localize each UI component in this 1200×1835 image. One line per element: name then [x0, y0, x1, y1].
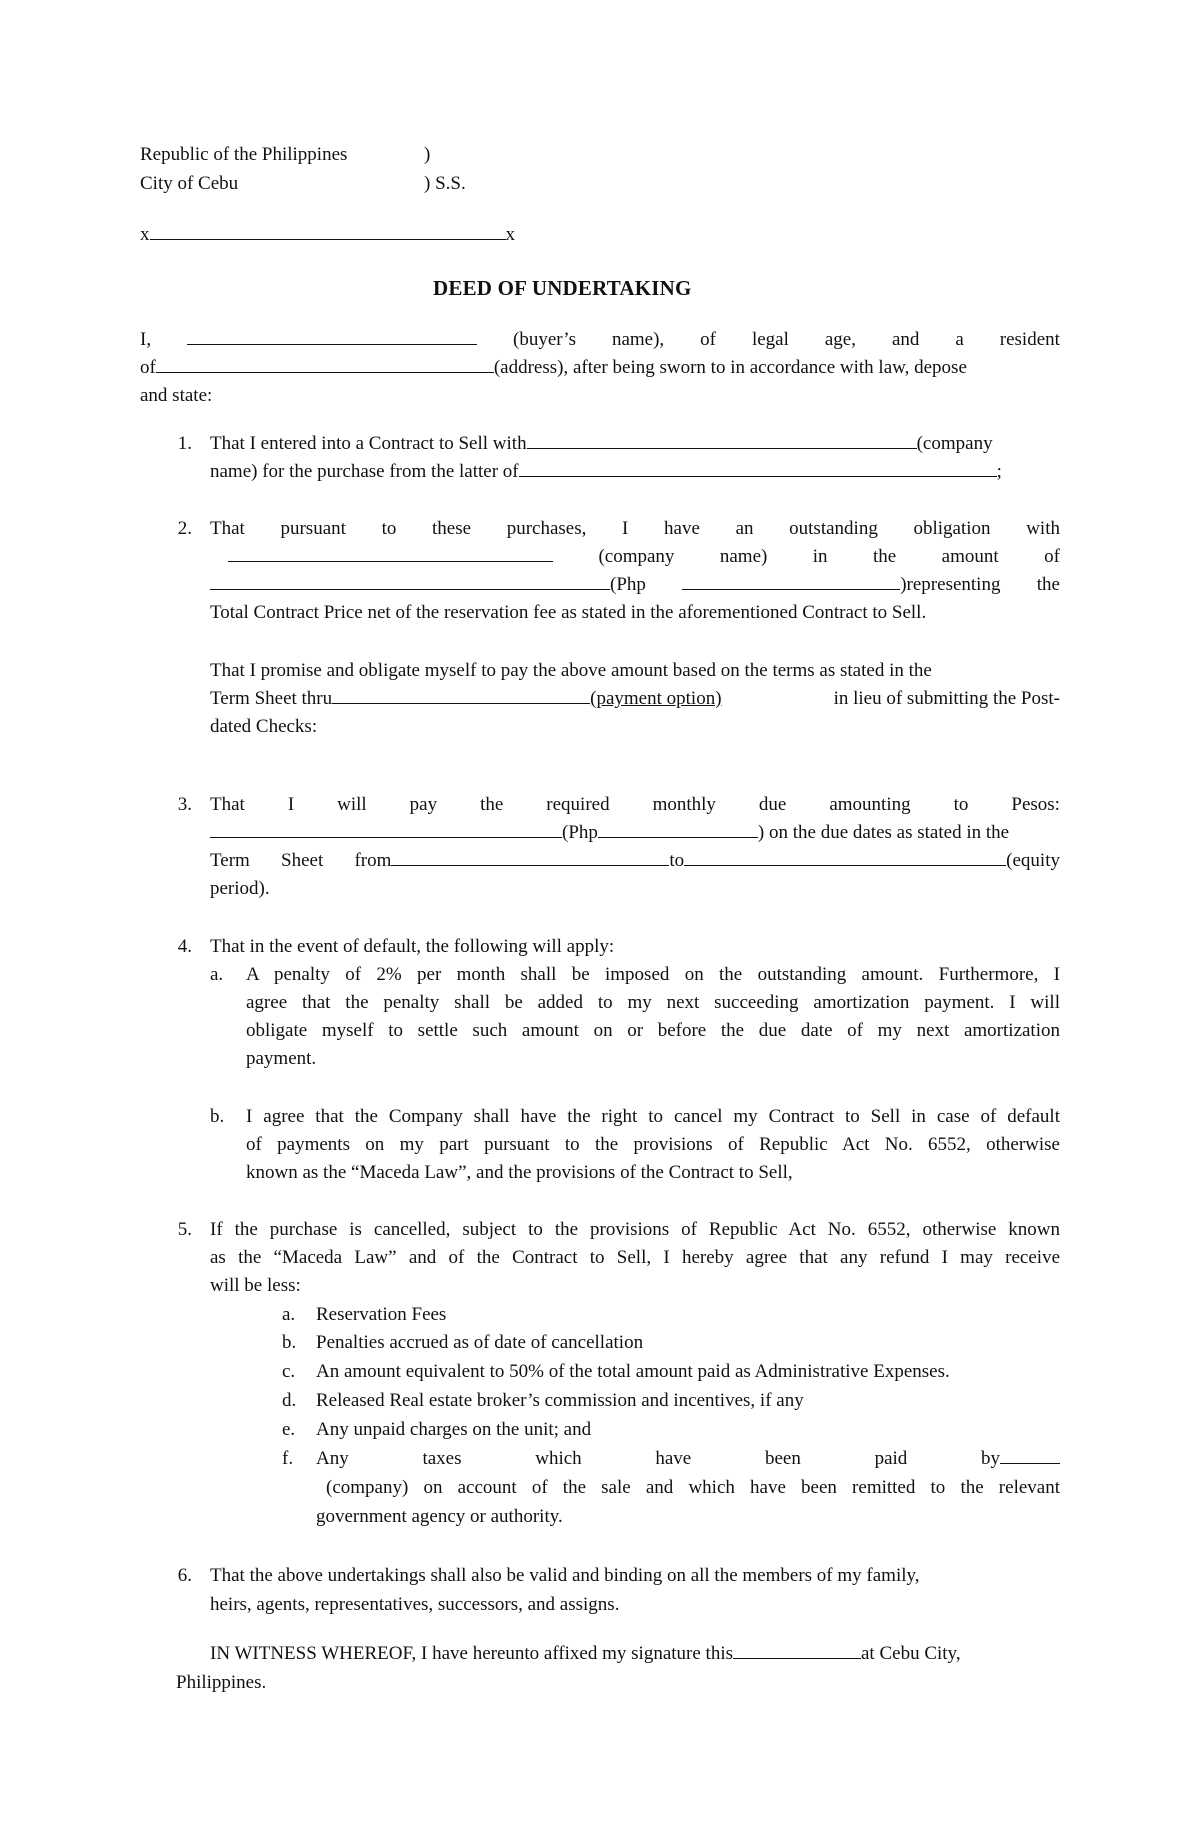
- buyer-name-blank[interactable]: [187, 326, 477, 345]
- item-3-line-4: period).: [210, 878, 270, 899]
- sub-item-f-line-3: government agency or authority.: [316, 1506, 563, 1527]
- item-word: the: [480, 794, 504, 815]
- item-2-para-2-line-1: That I promise and obligate myself to pay the above amount based on the terms as stated in the: [210, 660, 932, 681]
- item-number: 5.: [177, 1219, 192, 1240]
- caption-x-left: x: [140, 224, 150, 245]
- item-3-line-2: [210, 819, 1060, 848]
- payment-option-label: (payment option): [590, 688, 722, 709]
- item-2-para-2-line-3: dated Checks:: [210, 716, 318, 737]
- item-word: in: [812, 546, 828, 567]
- property-blank[interactable]: [519, 458, 997, 477]
- item-word: paid: [874, 1448, 908, 1469]
- payment-option-group: [210, 685, 722, 714]
- item-word: have: [655, 1448, 692, 1469]
- item-number: 4.: [177, 936, 192, 957]
- sub-item-f-line-1: [316, 1445, 1060, 1474]
- item-word: taxes: [422, 1448, 462, 1469]
- monthly-amount-group: [210, 819, 1009, 848]
- caption-republic: Republic of the Philippines: [140, 144, 348, 165]
- intro-word: and: [891, 329, 920, 350]
- item-word: to: [953, 794, 969, 815]
- item-word: (Php: [562, 822, 598, 843]
- item-word: outstanding: [789, 518, 878, 539]
- item-3-line-1: [210, 791, 1060, 820]
- item-2-line-3: [210, 571, 1060, 600]
- intro-word: of: [140, 357, 156, 378]
- item-number: 6.: [177, 1565, 192, 1586]
- item-word: have: [664, 518, 700, 539]
- item-word: I: [622, 518, 629, 539]
- witness-line-1: [210, 1640, 961, 1669]
- item-word: to: [381, 518, 397, 539]
- item-word: pursuant: [280, 518, 346, 539]
- item-6-line-2: heirs, agents, representatives, successors, and assigns.: [210, 1594, 620, 1615]
- item-4a-line-2: agree that the penalty shall be added to my next succeeding amortization payment. I will: [246, 992, 1060, 1013]
- item-word: of: [1044, 546, 1060, 567]
- item-4-heading: That in the event of default, the following will apply:: [210, 936, 615, 957]
- item-word: due: [758, 794, 787, 815]
- paid-by-group: [981, 1445, 1060, 1474]
- sub-item-text: Released Real estate broker’s commission and incentives, if any: [316, 1390, 804, 1411]
- witness-line-2: Philippines.: [176, 1672, 267, 1693]
- monthly-amount-words-blank[interactable]: [210, 819, 562, 838]
- item-word: will: [337, 794, 367, 815]
- item-6-line-1: That the above undertakings shall also be valid and binding on all the members of my family,: [210, 1565, 920, 1586]
- intro-line-1: [140, 326, 1060, 355]
- item-4b-line-2: of payments on my part pursuant to the provisions of Republic Act No. 6552, otherwise: [246, 1134, 1060, 1155]
- item-word: purchases,: [506, 518, 587, 539]
- item-5-line-2: as the “Maceda Law” and of the Contract to Sell, I hereby agree that any refund I may receive: [210, 1247, 1060, 1268]
- witness-text: IN WITNESS WHEREOF, I have hereunto affixed my signature this: [210, 1643, 733, 1664]
- item-word: Sheet: [281, 850, 324, 871]
- item-4a-line-1: A penalty of 2% per month shall be imposed on the outstanding amount. Furthermore, I: [246, 964, 1060, 985]
- address-blank[interactable]: [156, 354, 494, 373]
- intro-address-text: (address), after being sworn to in accordance with law, depose: [493, 357, 967, 378]
- item-word: amounting: [829, 794, 911, 815]
- sub-item-label: c.: [282, 1361, 296, 1382]
- sub-item-label: f.: [282, 1448, 294, 1469]
- intro-word: name),: [611, 329, 665, 350]
- monthly-amount-figures-blank[interactable]: [598, 819, 758, 838]
- sub-item-f-line-2: (company) on account of the sale and which have been remitted to the relevant: [326, 1477, 1060, 1498]
- item-number: 3.: [177, 794, 192, 815]
- item-2-line-4: Total Contract Price net of the reservation fee as stated in the aforementioned Contract to Sell.: [210, 602, 927, 623]
- intro-line-3: and state:: [140, 385, 213, 406]
- sub-item-label: e.: [282, 1419, 296, 1440]
- caption-ss: ) S.S.: [424, 173, 466, 194]
- intro-line-2: [140, 354, 967, 383]
- caption-x-line: [140, 221, 515, 250]
- amount-figures-blank[interactable]: [682, 571, 900, 590]
- amount-figures-group: [682, 571, 1000, 600]
- item-4a-label: a.: [210, 964, 224, 985]
- item-word: the: [1036, 574, 1060, 595]
- item-5-line-3: will be less:: [210, 1275, 301, 1296]
- item-word: name): [719, 546, 768, 567]
- item-text: ;: [996, 461, 1002, 482]
- equity-end-blank[interactable]: [684, 847, 1006, 866]
- intro-word: I,: [140, 329, 152, 350]
- intro-word: (buyer’s: [513, 329, 576, 350]
- witness-text: at Cebu City,: [861, 1643, 961, 1664]
- intro-word: a: [955, 329, 964, 350]
- item-word: by: [981, 1448, 1000, 1469]
- sub-item-label: b.: [282, 1332, 297, 1353]
- company-name-blank[interactable]: [228, 543, 553, 562]
- item-word: Term Sheet thru: [210, 688, 333, 709]
- caption-paren-1: ): [424, 144, 431, 165]
- sub-item-text: Any unpaid charges on the unit; and: [316, 1419, 592, 1440]
- item-4a-line-4: payment.: [246, 1048, 317, 1069]
- item-4a-line-3: obligate myself to settle such amount on or before the due date of my next amortization: [246, 1020, 1060, 1041]
- item-2-para-2-line-2: [210, 685, 1060, 714]
- item-word: )representing: [900, 574, 1001, 595]
- caption-separator-line: [150, 221, 506, 240]
- item-word: Term: [210, 850, 250, 871]
- signature-date-blank[interactable]: [733, 1640, 861, 1659]
- amount-words-blank[interactable]: [210, 571, 610, 590]
- equity-start-blank[interactable]: [391, 847, 669, 866]
- item-word: with: [1026, 518, 1060, 539]
- item-3-line-3: [210, 847, 1060, 876]
- caption-city: City of Cebu: [140, 173, 239, 194]
- item-word: which: [535, 1448, 582, 1469]
- item-word: I: [287, 794, 295, 815]
- item-word: That: [210, 518, 245, 539]
- item-word: (equity: [1006, 850, 1060, 871]
- item-word: (Php: [610, 574, 646, 595]
- item-word: monthly: [652, 794, 716, 815]
- sub-item-text: Reservation Fees: [316, 1304, 447, 1325]
- intro-word: resident: [999, 329, 1060, 350]
- item-word: been: [764, 1448, 801, 1469]
- item-word: an: [735, 518, 754, 539]
- item-word: to: [669, 850, 685, 871]
- item-4b-line-1: I agree that the Company shall have the right to cancel my Contract to Sell in case of default: [246, 1106, 1060, 1127]
- item-word: from: [354, 850, 392, 871]
- paid-by-company-blank[interactable]: [1000, 1445, 1060, 1464]
- item-word: obligation: [913, 518, 991, 539]
- intro-word: legal: [751, 329, 789, 350]
- item-text: That I entered into a Contract to Sell with: [210, 433, 527, 454]
- intro-word: of: [700, 329, 716, 350]
- item-word: required: [546, 794, 610, 815]
- equity-period-group: [354, 847, 1060, 876]
- item-word: (company: [598, 546, 675, 567]
- sub-item-label: d.: [282, 1390, 297, 1411]
- item-4b-line-3: known as the “Maceda Law”, and the provisions of the Contract to Sell,: [246, 1162, 793, 1183]
- item-word: the: [873, 546, 897, 567]
- sub-item-label: a.: [282, 1304, 296, 1325]
- company-name-blank[interactable]: [527, 430, 917, 449]
- item-word: amount: [941, 546, 999, 567]
- item-word: in lieu of submitting the Post-: [833, 688, 1060, 709]
- item-1-line-1: [210, 430, 993, 459]
- intro-word: age,: [824, 329, 856, 350]
- amount-words-group: [210, 571, 646, 600]
- item-4b-label: b.: [210, 1106, 225, 1127]
- item-1-line-2: [210, 458, 1002, 487]
- item-word: Any: [316, 1448, 349, 1469]
- payment-option-blank[interactable]: [332, 685, 590, 704]
- item-2-line-1: [210, 515, 1060, 544]
- caption-x-right: x: [505, 224, 515, 245]
- document-title: DEED OF UNDERTAKING: [433, 276, 692, 300]
- item-word: pay: [409, 794, 438, 815]
- item-word: these: [432, 518, 472, 539]
- item-word: That: [210, 794, 245, 815]
- item-2-line-2: [228, 543, 1060, 572]
- item-text: (company: [916, 433, 993, 454]
- item-word: ) on the due dates as stated in the: [757, 822, 1010, 843]
- item-number: 1.: [177, 433, 192, 454]
- item-number: 2.: [177, 518, 192, 539]
- item-5-line-1: If the purchase is cancelled, subject to the provisions of Republic Act No. 6552, otherwise known: [210, 1219, 1060, 1240]
- sub-item-text: Penalties accrued as of date of cancellation: [316, 1332, 644, 1353]
- sub-item-text: An amount equivalent to 50% of the total amount paid as Administrative Expenses.: [316, 1361, 950, 1382]
- item-text: name) for the purchase from the latter of: [210, 461, 519, 482]
- item-word: Pesos:: [1011, 794, 1060, 815]
